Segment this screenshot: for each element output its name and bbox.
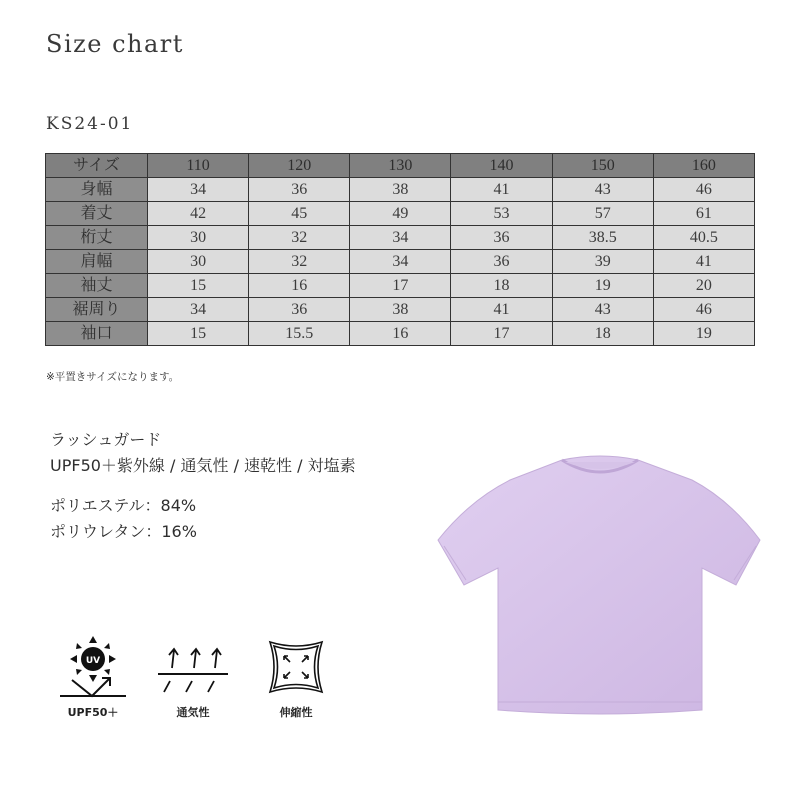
product-description xyxy=(50,427,356,479)
table-cell: 16 xyxy=(350,322,451,346)
table-cell: 19 xyxy=(552,274,653,298)
row-label: 桁丈 xyxy=(46,226,148,250)
header-size-110: 110 xyxy=(148,154,249,178)
table-cell: 36 xyxy=(249,178,350,202)
page-title: Size chart xyxy=(46,30,184,58)
table-cell: 45 xyxy=(249,202,350,226)
feature-upf xyxy=(58,636,128,720)
size-table-header xyxy=(46,154,755,178)
header-size-120: 120 xyxy=(249,154,350,178)
feature-icons xyxy=(58,636,348,718)
table-row xyxy=(46,322,755,346)
table-row xyxy=(46,202,755,226)
header-size-150: 150 xyxy=(552,154,653,178)
table-cell: 15 xyxy=(148,322,249,346)
table-cell: 42 xyxy=(148,202,249,226)
table-cell: 38.5 xyxy=(552,226,653,250)
table-cell: 43 xyxy=(552,178,653,202)
table-row xyxy=(46,178,755,202)
table-cell: 41 xyxy=(451,178,552,202)
table-cell: 36 xyxy=(451,226,552,250)
table-cell: 36 xyxy=(249,298,350,322)
table-row xyxy=(46,226,755,250)
model-code: KS24-01 xyxy=(46,114,134,134)
header-size-160: 160 xyxy=(653,154,754,178)
table-cell: 49 xyxy=(350,202,451,226)
table-row xyxy=(46,274,755,298)
table-cell: 61 xyxy=(653,202,754,226)
table-cell: 38 xyxy=(350,298,451,322)
rashguard-product-image xyxy=(430,440,770,730)
header-size-label: サイズ xyxy=(46,154,148,178)
breathable-arrows-icon xyxy=(156,636,230,698)
row-label: 身幅 xyxy=(46,178,148,202)
table-cell: 34 xyxy=(148,178,249,202)
size-note: ※平置きサイズになります。 xyxy=(46,371,180,383)
svg-text:UV: UV xyxy=(85,656,101,666)
table-cell: 16 xyxy=(249,274,350,298)
feature-breathable-label: 通気性 xyxy=(176,706,210,719)
table-cell: 15 xyxy=(148,274,249,298)
table-cell: 30 xyxy=(148,250,249,274)
table-cell: 53 xyxy=(451,202,552,226)
table-cell: 41 xyxy=(653,250,754,274)
stretch-frame-icon xyxy=(264,636,328,698)
table-cell: 34 xyxy=(148,298,249,322)
table-cell: 18 xyxy=(451,274,552,298)
material-list xyxy=(50,493,197,545)
material-polyester: ポリエステル：84% xyxy=(50,496,197,515)
feature-breathable xyxy=(156,636,230,720)
feature-stretch xyxy=(264,636,328,720)
table-cell: 20 xyxy=(653,274,754,298)
table-cell: 32 xyxy=(249,250,350,274)
table-cell: 40.5 xyxy=(653,226,754,250)
table-row xyxy=(46,298,755,322)
header-size-130: 130 xyxy=(350,154,451,178)
row-label: 裾周り xyxy=(46,298,148,322)
table-cell: 30 xyxy=(148,226,249,250)
feature-upf-label: UPF50＋ xyxy=(67,706,119,719)
table-cell: 36 xyxy=(451,250,552,274)
uv-sun-icon xyxy=(58,636,128,698)
row-label: 着丈 xyxy=(46,202,148,226)
size-table xyxy=(45,153,755,346)
material-polyurethane: ポリウレタン：16% xyxy=(50,522,197,541)
table-cell: 38 xyxy=(350,178,451,202)
product-features: UPF50＋紫外線 / 通気性 / 速乾性 / 対塩素 xyxy=(50,456,356,475)
table-cell: 34 xyxy=(350,226,451,250)
table-cell: 19 xyxy=(653,322,754,346)
table-cell: 41 xyxy=(451,298,552,322)
table-row xyxy=(46,250,755,274)
table-cell: 46 xyxy=(653,298,754,322)
table-cell: 46 xyxy=(653,178,754,202)
table-cell: 17 xyxy=(451,322,552,346)
header-size-140: 140 xyxy=(451,154,552,178)
product-name: ラッシュガード xyxy=(50,430,162,449)
row-label: 袖丈 xyxy=(46,274,148,298)
row-label: 袖口 xyxy=(46,322,148,346)
table-cell: 39 xyxy=(552,250,653,274)
table-cell: 57 xyxy=(552,202,653,226)
table-cell: 18 xyxy=(552,322,653,346)
table-cell: 34 xyxy=(350,250,451,274)
table-cell: 32 xyxy=(249,226,350,250)
table-cell: 17 xyxy=(350,274,451,298)
feature-stretch-label: 伸縮性 xyxy=(279,706,313,719)
table-cell: 43 xyxy=(552,298,653,322)
table-cell: 15.5 xyxy=(249,322,350,346)
row-label: 肩幅 xyxy=(46,250,148,274)
